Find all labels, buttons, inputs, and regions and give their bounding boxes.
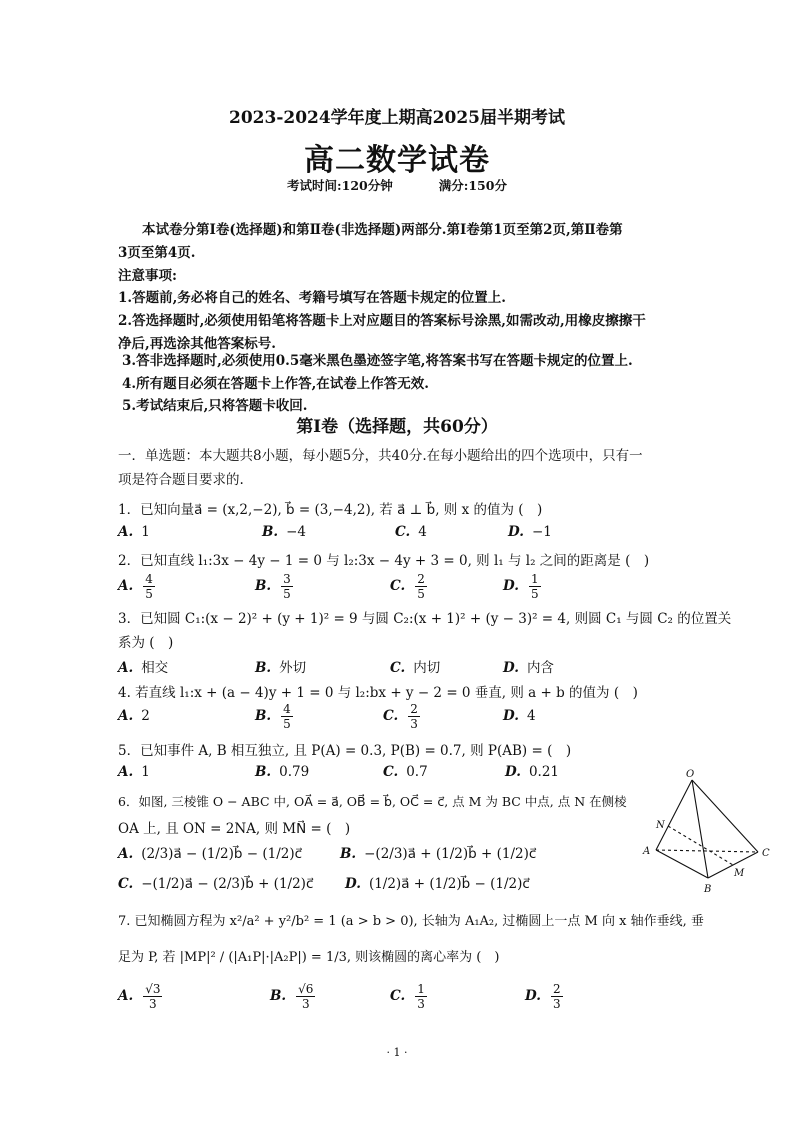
q7-d-num: 2 [552, 982, 561, 996]
note-4: 4.所有题目必须在答题卡上作答,在试卷上作答无效. [122, 376, 429, 392]
q7-option-b: B. $\frac{√6}{3}$ [270, 982, 314, 1011]
q5-option-c-text: 0.7 [406, 764, 428, 780]
label-o: O [686, 769, 695, 780]
section-1-desc-2: 项是符合题目要求的. [118, 472, 244, 488]
q5-option-d: D. 0.21 [505, 764, 559, 780]
note-2b: 净后,再选涂其他答案标号. [118, 336, 276, 352]
label-c: C [762, 848, 770, 859]
question-5-stem: 5．已知事件 A, B 相互独立, 且 P(A) = 0.3, P(B) = 0.7, 则 P(AB) = ( ) [118, 743, 572, 759]
tetrahedron-figure [640, 768, 780, 896]
q1-option-b: B. −4 [262, 524, 307, 540]
q2-d-num: 1 [530, 572, 539, 586]
q2-option-a: A. $\frac{4}{5}$ [118, 572, 153, 601]
q1-option-c: C. 4 [395, 524, 427, 540]
q4-option-c: C. $\frac{2}{3}$ [383, 702, 418, 731]
q3-option-b-text: 外切 [279, 660, 307, 676]
q5-option-b: B. 0.79 [255, 764, 310, 780]
full-score: 满分:150分 [438, 178, 507, 193]
q1-option-a: A. 1 [118, 524, 150, 540]
q6-option-c-text: −(1/2)a⃗ − (2/3)b⃗ + (1/2)c⃗ [141, 876, 314, 892]
section-1-title: 第Ⅰ卷（选择题，共60分） [296, 417, 498, 437]
question-7-stem-2: 足为 P, 若 |MP|² / (|A₁P|·|A₂P|) = 1/3, 则该椭圆的离心率为 ( ) [118, 950, 500, 965]
edge-ab [656, 850, 708, 878]
q4-b-den: 5 [283, 717, 291, 731]
question-2-stem: 2．已知直线 l₁:3x − 4y − 1 = 0 与 l₂:3x − 4y + 3 = 0, 则 l₁ 与 l₂ 之间的距离是 ( ) [118, 553, 650, 569]
q1-option-a-text: 1 [141, 524, 150, 540]
q7-option-d: D. $\frac{2}{3}$ [525, 982, 561, 1011]
edge-oa [656, 780, 692, 850]
q4-c-den: 3 [410, 717, 418, 731]
q4-option-a: A. 2 [118, 708, 150, 724]
section-1-desc-1: 一．单选题：本大题共8小题，每小题5分，共40分.在每小题给出的四个选项中，只有一 [118, 448, 643, 464]
intro-line-2: 3页至第4页. [118, 245, 196, 261]
q2-a-den: 5 [145, 587, 153, 601]
q1-option-d: D. −1 [508, 524, 552, 540]
question-6-stem-2: OA 上, 且 ON = 2NA, 则 MN⃗ = ( ) [118, 821, 351, 837]
note-3: 3.答非选择题时,必须使用0.5毫米黑色墨迹签字笔,将答案书写在答题卡规定的位置上. [122, 353, 633, 369]
q2-option-b: B. $\frac{3}{5}$ [255, 572, 291, 601]
q7-a-den: 3 [149, 997, 157, 1011]
question-6-stem-1: 6．如图, 三棱锥 O − ABC 中, OA⃗ = a⃗, OB⃗ = b⃗, OC⃗ = c⃗, 点 M 为 BC 中点, 点 N 在侧棱 [118, 794, 627, 809]
q1-option-c-text: 4 [418, 524, 427, 540]
intro-line-1: 本试卷分第Ⅰ卷(选择题)和第Ⅱ卷(非选择题)两部分.第Ⅰ卷第1页至第2页,第Ⅱ卷第 [142, 222, 623, 238]
q2-option-c: C. $\frac{2}{5}$ [390, 572, 425, 601]
q7-c-den: 3 [417, 997, 425, 1011]
q2-option-d: D. $\frac{1}{5}$ [503, 572, 539, 601]
question-7-stem-1: 7. 已知椭圆方程为 x²/a² + y²/b² = 1 (a > b > 0), 长轴为 A₁A₂, 过椭圆上一点 M 向 x 轴作垂线, 垂 [118, 914, 704, 929]
q7-b-num: √6 [298, 982, 314, 996]
q6-option-d-text: (1/2)a⃗ + (1/2)b⃗ − (1/2)c⃗ [368, 876, 530, 892]
label-b: B [704, 884, 712, 895]
q5-option-b-text: 0.79 [279, 764, 310, 780]
notes-title: 注意事项: [118, 268, 177, 284]
exam-time: 考试时间:120分钟 [287, 178, 393, 193]
q1-option-b-text: −4 [286, 524, 307, 540]
q3-option-a: A. 相交 [118, 660, 169, 676]
q2-d-den: 5 [530, 587, 539, 601]
q3-option-d: D. 内含 [503, 660, 554, 676]
page-number: · 1 · [386, 1046, 408, 1059]
q3-option-c: C. 内切 [390, 660, 441, 676]
q6-option-a-text: (2/3)a⃗ − (1/2)b⃗ − (1/2)c⃗ [141, 846, 303, 862]
note-5: 5.考试结束后,只将答题卡收回. [122, 398, 308, 414]
q1-option-d-text: −1 [531, 524, 552, 540]
q4-option-b: B. $\frac{4}{5}$ [255, 702, 291, 731]
q4-option-d: D. 4 [503, 708, 536, 724]
q2-c-den: 5 [417, 587, 425, 601]
q6-option-a: A. (2/3)a⃗ − (1/2)b⃗ − (1/2)c⃗ [118, 846, 303, 862]
q4-option-d-text: 4 [526, 708, 536, 724]
q3-option-b: B. 外切 [255, 660, 307, 676]
note-1: 1.答题前,务必将自己的姓名、考籍号填写在答题卡规定的位置上. [118, 290, 506, 306]
question-3-stem-1: 3．已知圆 C₁:(x − 2)² + (y + 1)² = 9 与圆 C₂:(x + 1)² + (y − 3)² = 4, 则圆 C₁ 与圆 C₂ 的位置关 [118, 611, 732, 627]
q6-option-b-text: −(2/3)a⃗ + (1/2)b⃗ + (1/2)c⃗ [364, 846, 537, 862]
q2-a-num: 4 [145, 572, 153, 586]
q7-option-c: C. $\frac{1}{3}$ [390, 982, 425, 1011]
q4-b-num: 4 [283, 702, 291, 716]
q7-option-a: A. $\frac{√3}{3}$ [118, 982, 161, 1011]
question-4-stem: 4. 若直线 l₁:x + (a − 4)y + 1 = 0 与 l₂:bx + y − 2 = 0 垂直, 则 a + b 的值为 ( ) [118, 685, 638, 701]
q4-option-a-text: 2 [141, 708, 150, 724]
q6-option-c: C. −(1/2)a⃗ − (2/3)b⃗ + (1/2)c⃗ [118, 876, 314, 892]
label-n: N [656, 820, 665, 831]
exam-meta [0, 176, 794, 194]
q7-a-num: √3 [145, 982, 161, 996]
q3-option-c-text: 内切 [413, 660, 441, 676]
q5-option-a: A. 1 [118, 764, 150, 780]
q4-c-num: 2 [410, 702, 418, 716]
q2-b-den: 5 [283, 587, 291, 601]
q6-option-d: D. (1/2)a⃗ + (1/2)b⃗ − (1/2)c⃗ [345, 876, 530, 892]
q6-option-b: B. −(2/3)a⃗ + (1/2)b⃗ + (1/2)c⃗ [340, 846, 537, 862]
label-m: M [734, 868, 745, 879]
paper-title: 高二数学试卷 [304, 143, 490, 178]
question-3-stem-2: 系为 ( ) [118, 635, 174, 651]
label-a: A [643, 846, 651, 857]
edge-ac-hidden [656, 850, 758, 852]
q2-c-num: 2 [417, 572, 425, 586]
q5-option-c: C. 0.7 [383, 764, 428, 780]
question-1-stem: 1．已知向量a⃗ = (x,2,−2), b⃗ = (3,−4,2), 若 a⃗ ⊥ b⃗, 则 x 的值为 ( ) [118, 502, 543, 518]
q3-option-d-text: 内含 [526, 660, 554, 676]
q2-b-num: 3 [283, 572, 291, 586]
note-2a: 2.答选择题时,必须使用铅笔将答题卡上对应题目的答案标号涂黑,如需改动,用橡皮擦擦干 [118, 313, 646, 329]
q7-d-den: 3 [552, 997, 561, 1011]
q7-b-den: 3 [301, 997, 310, 1011]
q5-option-d-text: 0.21 [528, 764, 559, 780]
q3-option-a-text: 相交 [141, 660, 169, 676]
q7-c-num: 1 [417, 982, 425, 996]
q5-option-a-text: 1 [141, 764, 150, 780]
edge-bc [708, 852, 758, 878]
exam-title: 2023-2024学年度上期高2025届半期考试 [229, 108, 565, 128]
